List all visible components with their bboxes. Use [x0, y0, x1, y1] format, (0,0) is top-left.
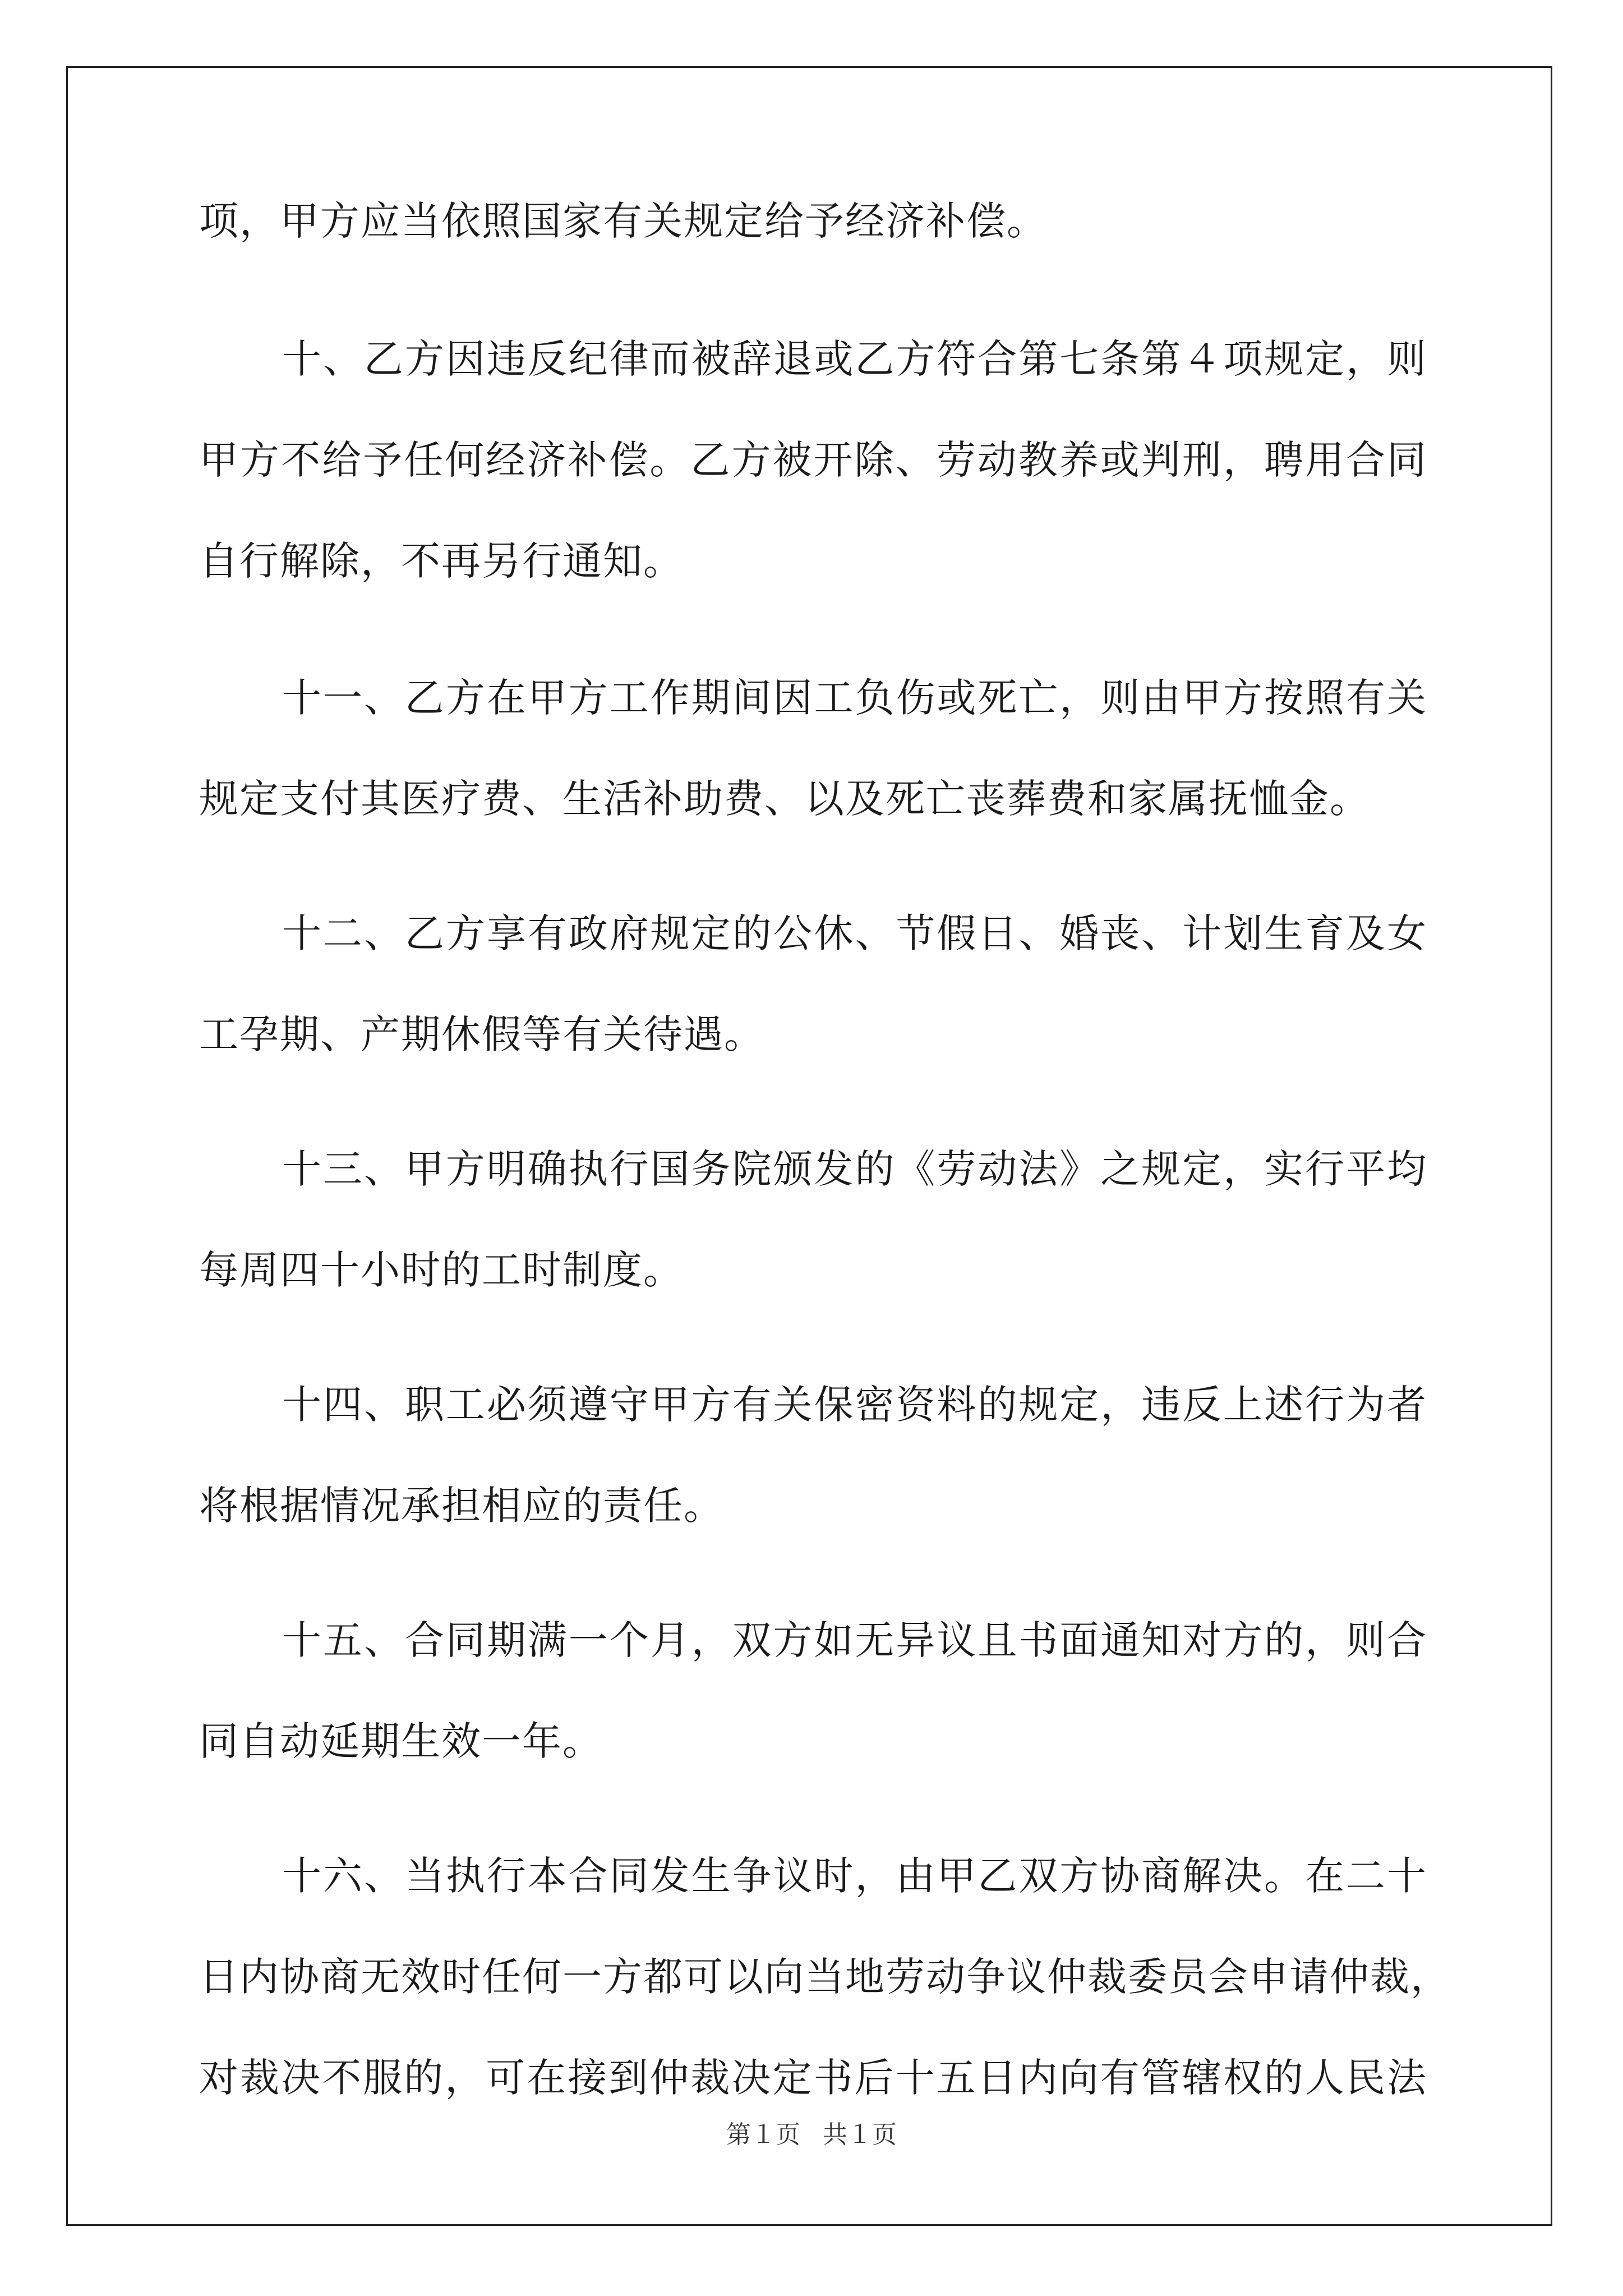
text-line: 十一、乙方在甲方工作期间因工负伤或死亡，则由甲方按照有关 [282, 675, 1427, 721]
paragraph-clause-13 [199, 1141, 1427, 1298]
text-line: 十、乙方因违反纪律而被辞退或乙方符合第七条第４项规定，则 [282, 336, 1427, 382]
text-line: 甲方不给予任何经济补偿。乙方被开除、劳动教养或判刑，聘用合同 [199, 437, 1427, 483]
text-line: 同自动延期生效一年。 [199, 1718, 603, 1764]
page-footer [0, 2118, 1623, 2152]
text-line: 十二、乙方享有政府规定的公休、节假日、婚丧、计划生育及女 [282, 910, 1427, 956]
paragraph-clause-10 [199, 331, 1427, 589]
paragraph-clause-15 [199, 1612, 1427, 1769]
text-line: 对裁决不服的，可在接到仲裁决定书后十五日内向有管辖权的人民法 [199, 2055, 1427, 2101]
text-line: 工孕期、产期休假等有关待遇。 [199, 1011, 764, 1057]
text-line: 规定支付其医疗费、生活补助费、以及死亡丧葬费和家属抚恤金。 [199, 776, 1370, 822]
paragraph-clause-14 [199, 1377, 1427, 1534]
page-total: 共１页 [823, 2120, 897, 2149]
paragraph-clause-12 [199, 905, 1427, 1062]
paragraph-clause-11 [199, 670, 1427, 827]
text-line: 每周四十小时的工时制度。 [199, 1247, 684, 1293]
page-number: 第１页 [726, 2120, 800, 2149]
text-line: 十六、当执行本合同发生争议时，由甲乙双方协商解决。在二十 [282, 1853, 1427, 1899]
text-line: 将根据情况承担相应的责任。 [199, 1483, 724, 1529]
text-line: 项，甲方应当依照国家有关规定给予经济补偿。 [199, 198, 1047, 244]
paragraph-intro [199, 193, 1427, 249]
paragraph-clause-16 [199, 1848, 1451, 2106]
text-line: 自行解除，不再另行通知。 [199, 538, 684, 584]
text-line: 十三、甲方明确执行国务院颁发的《劳动法》之规定，实行平均 [282, 1146, 1427, 1192]
text-line: 十四、职工必须遵守甲方有关保密资料的规定，违反上述行为者 [282, 1382, 1427, 1428]
text-line: 十五、合同期满一个月，双方如无异议且书面通知对方的，则合 [282, 1617, 1427, 1663]
text-line: 日内协商无效时任何一方都可以向当地劳动争议仲裁委员会申请仲裁， [199, 1954, 1451, 2000]
